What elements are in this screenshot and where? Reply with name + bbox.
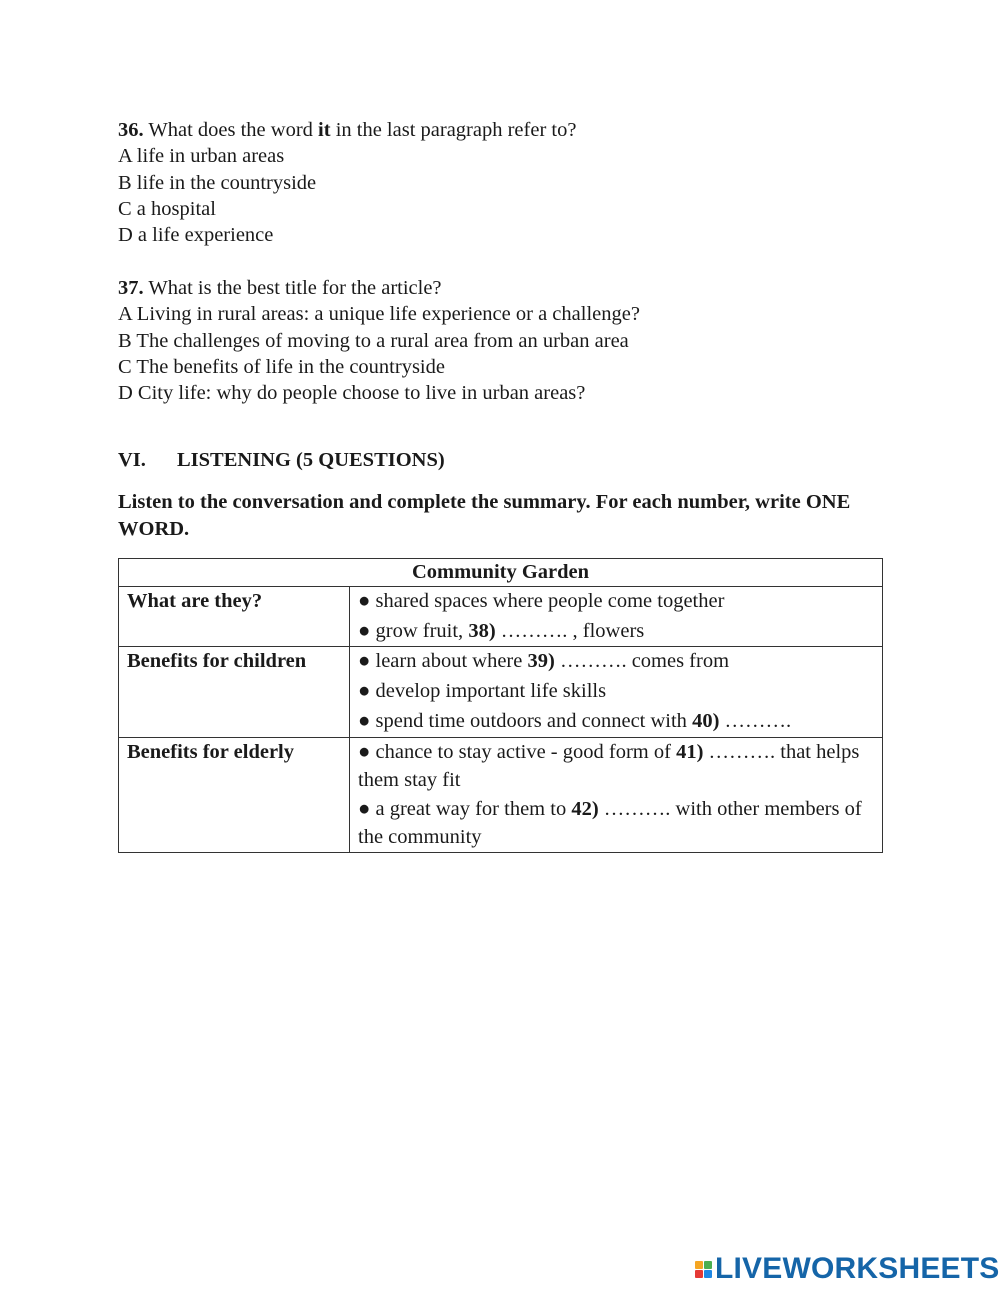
question-36-option-d: D a life experience	[118, 224, 274, 247]
table-title: Community Garden	[119, 559, 883, 587]
question-36	[118, 117, 576, 248]
row-label: What are they?	[119, 587, 350, 647]
section-title: LISTENING (5 QUESTIONS)	[177, 449, 445, 471]
row-content	[350, 647, 883, 737]
logo-square	[695, 1261, 703, 1269]
summary-line: ● spend time outdoors and connect with 40) ……….	[358, 709, 792, 732]
table-row	[119, 587, 883, 647]
summary-line: ● learn about where 39) ………. comes from	[358, 650, 730, 673]
blank-number-38: 38)	[468, 619, 496, 642]
row-content	[350, 587, 883, 647]
logo-wordmark: LIVEWORKSHEETS	[715, 1252, 1000, 1285]
summary-line: ● a great way for them to 42) ………. with other members of the community	[358, 797, 862, 849]
liveworksheets-logo-icon	[695, 1261, 712, 1278]
answer-blank-41[interactable]: ………. that helps them stay fit	[358, 740, 860, 792]
question-36-number: 36.	[118, 119, 144, 141]
section-number: VI.	[118, 449, 146, 471]
table-title-row	[119, 559, 883, 587]
answer-blank-38[interactable]: ………. , flowers	[495, 619, 645, 642]
answer-blank-40[interactable]: ……….	[719, 709, 792, 732]
question-36-option-a: A life in urban areas	[118, 145, 285, 168]
question-37-stem: 37. What is the best title for the article?	[118, 277, 442, 299]
row-content	[350, 737, 883, 852]
question-37-option-a: A Living in rural areas: a unique life experience or a challenge?	[118, 303, 640, 326]
table-row	[119, 737, 883, 852]
question-37	[118, 275, 640, 406]
question-36-option-c: C a hospital	[118, 197, 216, 220]
answer-blank-42[interactable]: ………. with other members of the community	[358, 797, 862, 849]
logo-square	[704, 1261, 712, 1269]
section-heading	[118, 449, 445, 472]
question-37-option-d: D City life: why do people choose to live in urban areas?	[118, 382, 586, 405]
listening-instructions: Listen to the conversation and complete the summary. For each number, write ONE WORD.	[118, 491, 851, 540]
question-37-option-c: C The benefits of life in the countryside	[118, 355, 445, 378]
blank-number-39: 39)	[527, 650, 555, 673]
logo-square	[695, 1270, 703, 1278]
summary-line: ● grow fruit, 38) ………. , flowers	[358, 619, 645, 642]
row-label: Benefits for children	[119, 647, 350, 737]
question-36-option-b: B life in the countryside	[118, 171, 317, 194]
blank-number-41: 41)	[676, 740, 704, 763]
question-37-option-b: B The challenges of moving to a rural area from an urban area	[118, 329, 629, 352]
summary-line: ● develop important life skills	[358, 680, 607, 703]
blank-number-42: 42)	[571, 797, 599, 820]
question-37-number: 37.	[118, 277, 144, 299]
logo-square	[704, 1270, 712, 1278]
answer-blank-39[interactable]: ………. comes from	[554, 650, 730, 673]
summary-line: ● shared spaces where people come together	[358, 590, 725, 612]
row-label: Benefits for elderly	[119, 737, 350, 852]
table-row	[119, 647, 883, 737]
summary-table	[118, 558, 883, 853]
question-36-stem: 36. What does the word it in the last paragraph refer to?	[118, 119, 577, 141]
liveworksheets-logo	[695, 1252, 1000, 1286]
blank-number-40: 40)	[692, 709, 720, 732]
summary-line: ● chance to stay active - good form of 41) ………. that helps them stay fit	[358, 740, 860, 792]
